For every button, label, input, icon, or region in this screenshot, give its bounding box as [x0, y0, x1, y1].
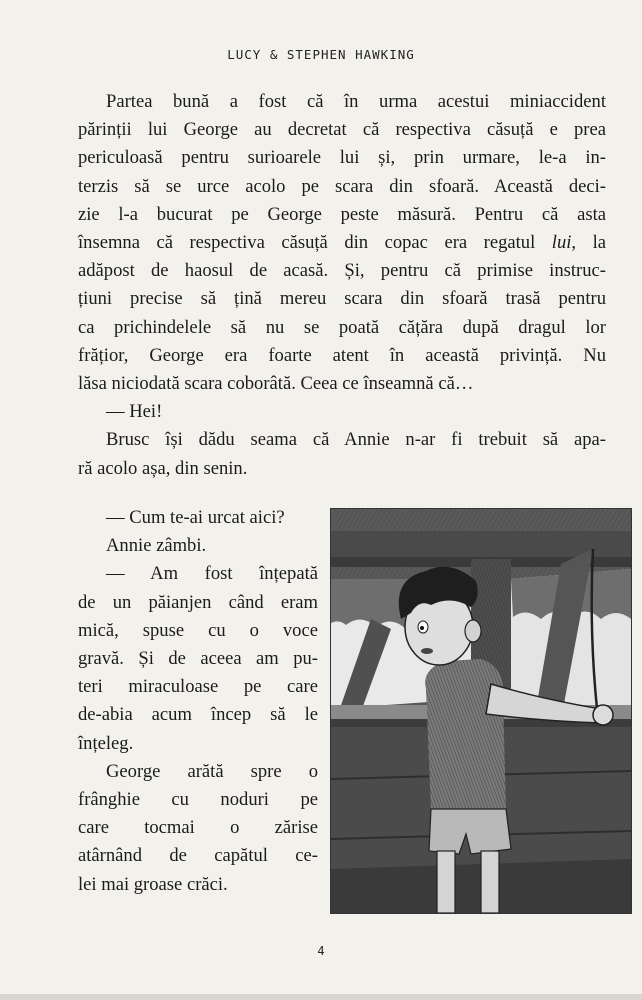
text-line: zie l-a bucurat pe George peste măsură. Pentru că asta: [78, 203, 606, 225]
main-text: [78, 88, 606, 483]
text-line: Brusc își dădu seama că Annie n-ar fi trebuit să apa-: [106, 429, 606, 451]
dialogue-line: — Am fost înțepată: [106, 563, 318, 585]
text-line: gravă. Și de aceea am pu-: [78, 648, 318, 670]
illustration-boy-in-treehouse: [330, 508, 632, 914]
text-line: de un păianjen când eram: [78, 591, 318, 613]
italic-word: lui: [551, 232, 572, 254]
text-line: țiuni precise să țină mereu scara din sfoară trasă pentru: [78, 288, 606, 310]
text-line: teri miraculoase pe care: [78, 676, 318, 698]
narrow-column-text: [78, 504, 318, 899]
text-line: terzis să se urce acolo pe scara din sfoară. Această deci-: [78, 175, 606, 197]
text-line: periculoasă pentru surioarele lui și, prin urmare, le-a in-: [78, 147, 606, 169]
text-segment: însemna că respectiva căsuță din copac era regatul: [78, 232, 552, 254]
paragraph-1: [78, 88, 606, 398]
text-line: înțeleg.: [78, 732, 134, 754]
text-line: care tocmai o zărise: [78, 817, 318, 839]
text-line: atârnând de capătul ce-: [78, 845, 318, 867]
text-line: ră acolo așa, din senin.: [78, 457, 248, 479]
dialogue-line: — Cum te-ai urcat aici?: [106, 507, 285, 528]
running-head: LUCY & STEPHEN HAWKING: [227, 47, 415, 62]
text-line: frățior, George era foarte atent în această privință. Nu: [78, 344, 606, 366]
text-line: mică, spuse cu o voce: [78, 619, 318, 641]
page-number: 4: [317, 944, 325, 958]
page-edge: [0, 994, 642, 1000]
paragraph-2: [78, 426, 606, 482]
text-line: Partea bună a fost că în urma acestui miniaccident: [106, 91, 606, 112]
text-line: lăsa niciodată scara coborâtă. Ceea ce înseamnă că…: [78, 373, 474, 395]
dialogue-line: — Hei!: [106, 401, 163, 423]
treehouse-illustration: [331, 509, 631, 913]
text-line: Annie zâmbi.: [106, 535, 207, 557]
text-segment: , la: [571, 232, 606, 254]
text-line: [78, 229, 606, 257]
text-line: George arătă spre o: [106, 760, 318, 782]
text-line: adăpost de haosul de acasă. Și, pentru că primise instruc-: [78, 260, 606, 282]
text-line: ca prichindelele să nu se poată cățăra după dragul lor: [78, 316, 606, 338]
text-line: lei mai groase crăci.: [78, 873, 228, 895]
text-line: frânghie cu noduri pe: [78, 789, 318, 811]
text-line: de-abia acum încep să le: [78, 704, 318, 726]
text-line: părinții lui George au decretat că respectiva căsuță e prea: [78, 119, 606, 141]
